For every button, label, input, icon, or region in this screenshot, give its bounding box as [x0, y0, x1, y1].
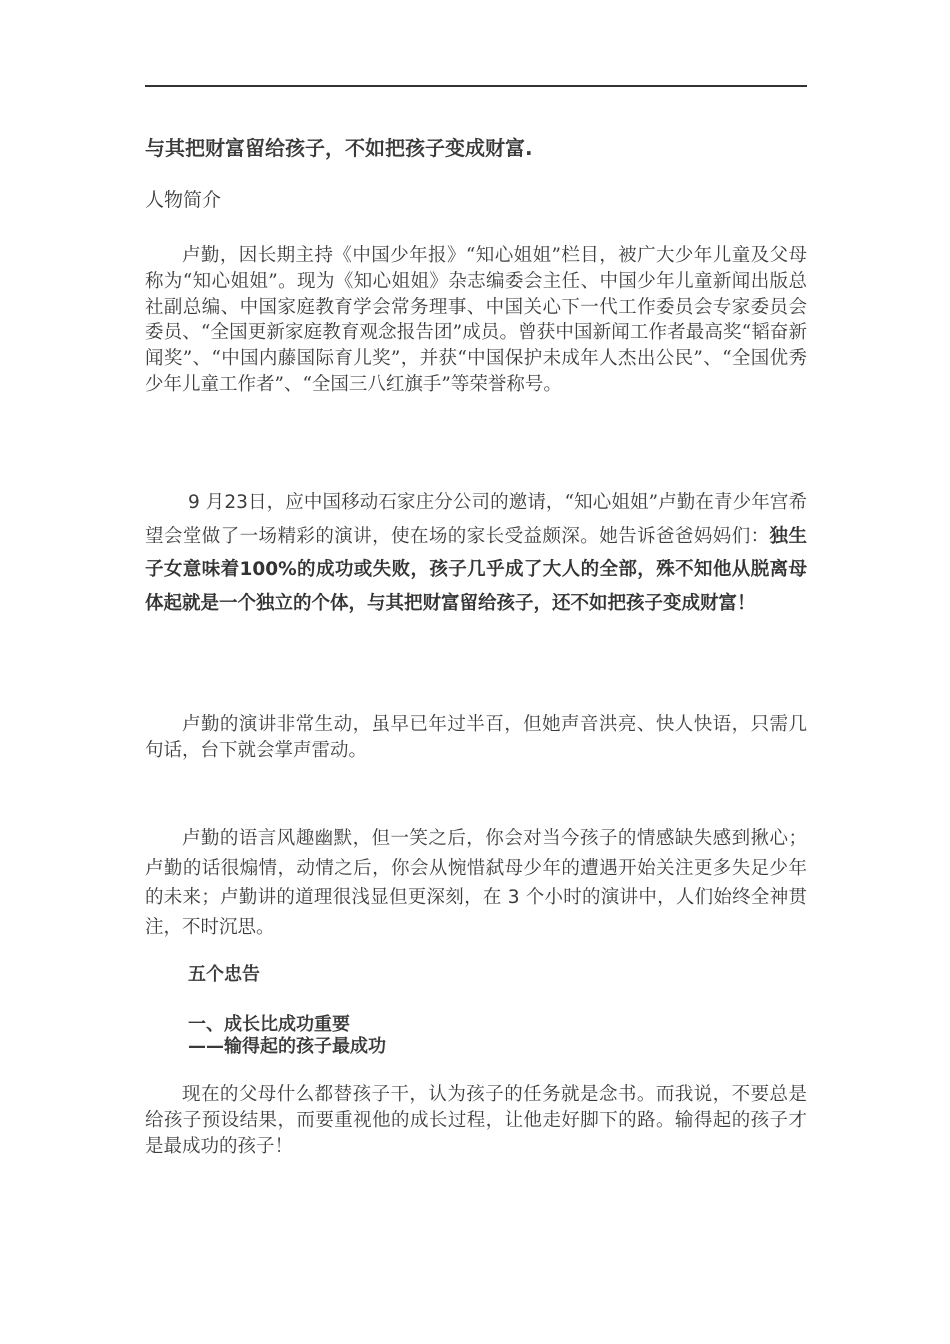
- event-month-unit: 月: [205, 492, 225, 513]
- humor-hours: 3: [507, 887, 520, 908]
- advice-item-subtitle: ——输得起的孩子最成功: [188, 1036, 386, 1057]
- advice-item-title: 一、成长比成功重要: [188, 1014, 350, 1035]
- paragraph-bio: 卢勤，因长期主持《中国少年报》“知心姐姐”栏目，被广大少年儿童及父母称为“知心姐姐”。现为《知心姐姐》杂志编委会主任、中国少年儿童新闻出版总社副总编、中国家庭教育学会常务理事、中国关心下一代工作委员会专家委员会委员、“全国更新家庭教育观念报告团”成员。曾获中国新闻工作者最高奖“韬奋新闻奖”、“中国内藤国际育儿奖”，并获“中国保护未成年人杰出公民”、“全国优秀少年儿童工作者”、“全国三八红旗手”等荣誉称号。: [145, 245, 807, 395]
- paragraph-advice: 现在的父母什么都替孩子干，认为孩子的任务就是念书。而我说，不要总是给孩子预设结果，而要重视他的成长过程，让他走好脚下的路。输得起的孩子才是最成功的孩子！: [145, 1084, 807, 1157]
- event-month: 9: [188, 492, 200, 513]
- humor-text-a: 卢勤的语言风趣幽默，但一笑之后，你会对当今孩子的情感缺失感到揪心；卢勤的话很煽情，动情之后，你会从惋惜弑母少年的遭遇开始关注更多失足少年的未来；卢勤讲的道理很浅显但更深刻，在: [145, 828, 807, 908]
- humor-text-b: 个小时的演讲中，人们始终全神贯注，不时沉思。: [145, 887, 807, 938]
- section-label-profile: 人物简介: [145, 189, 222, 211]
- event-quote-bold: 独生子女意味着100%的成功或失败，孩子几乎成了大人的全部，殊不知他从脱离母体起就是一个独立的个体，与其把财富留给孩子，还不如把孩子变成财富！: [145, 525, 807, 614]
- paragraph-lively: 卢勤的演讲非常生动，虽早已年过半百，但她声音洪亮、快人快语，只需几句话，台下就会掌声雷动。: [145, 714, 807, 761]
- top-divider: [145, 85, 807, 87]
- paragraph-event: [145, 486, 807, 620]
- advice-heading: 五个忠告: [188, 964, 260, 985]
- document-title: 与其把财富留给孩子，不如把孩子变成财富.: [145, 136, 533, 160]
- event-day: 23: [224, 492, 248, 513]
- event-text: 日，应中国移动石家庄分公司的邀请，“知心姐姐”卢勤在青少年宫希望会堂做了一场精彩的演讲，使在场的家长受益颇深。她告诉爸爸妈妈们：: [145, 492, 807, 547]
- paragraph-humor: [145, 824, 807, 942]
- advice-item-1: [188, 1014, 386, 1058]
